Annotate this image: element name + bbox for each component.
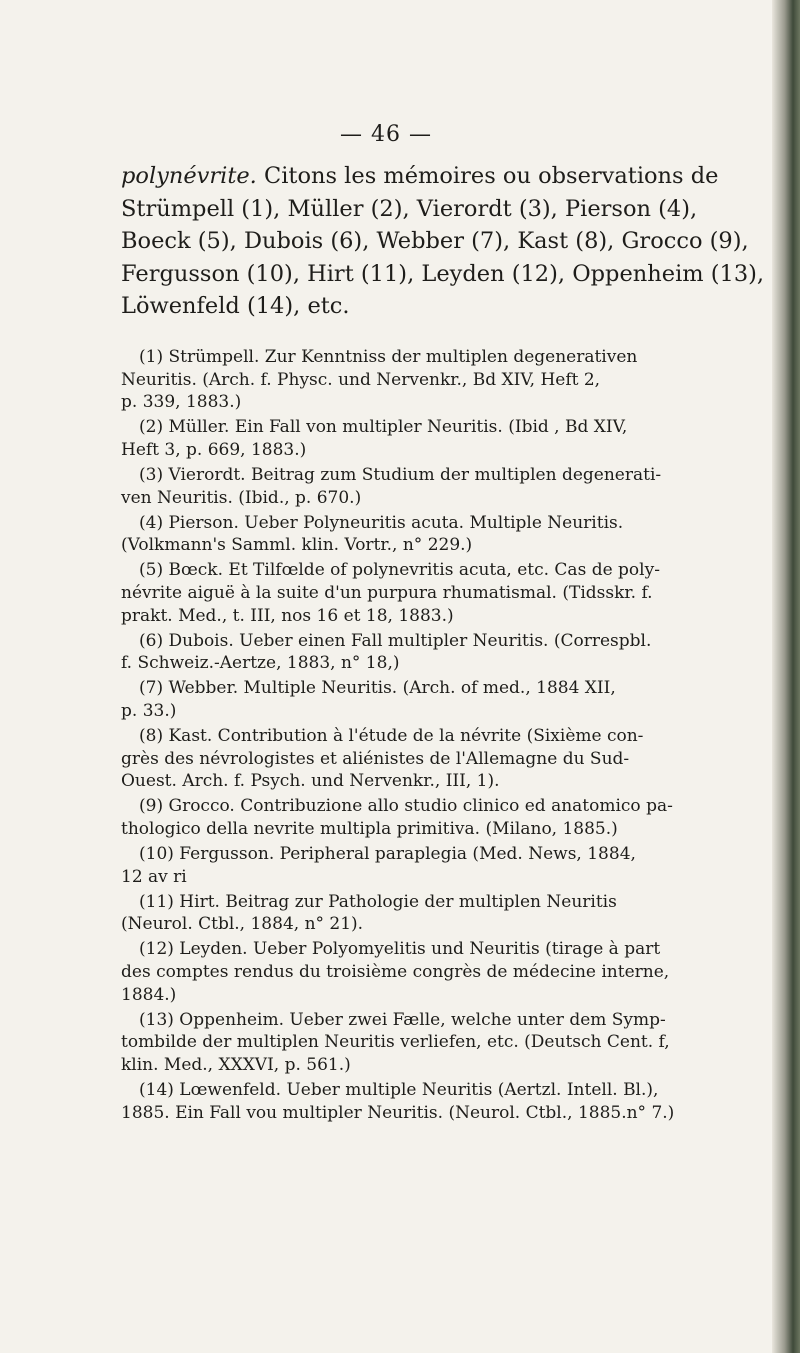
footnote-line: 1885. Ein Fall vou multipler Neuritis. (Neurol. Ctbl., 1885.n° 7.) bbox=[121, 1102, 675, 1123]
footnote-line: (10) Fergusson. Peripheral paraplegia (Med. News, 1884, bbox=[139, 843, 636, 864]
paragraph-line: Boeck (5), Dubois (6), Webber (7), Kast (8), Grocco (9), bbox=[121, 228, 749, 254]
footnote-line: p. 339, 1883.) bbox=[121, 392, 242, 413]
footnote bbox=[121, 891, 751, 936]
footnote-line: ven Neuritis. (Ibid., p. 670.) bbox=[121, 487, 362, 508]
footnote bbox=[121, 464, 751, 509]
footnote bbox=[121, 512, 751, 557]
lead-word: polynévrite. bbox=[121, 163, 257, 189]
page-number: — 46 — bbox=[340, 122, 432, 147]
footnote bbox=[121, 346, 751, 414]
footnote bbox=[121, 1079, 751, 1124]
footnote-line: névrite aiguë à la suite d'un purpura rhumatismal. (Tidsskr. f. bbox=[121, 582, 653, 603]
footnote-line: klin. Med., XXXVI, p. 561.) bbox=[121, 1054, 351, 1075]
footnote-line: (9) Grocco. Contribuzione allo studio clinico ed anatomico pa- bbox=[139, 796, 673, 817]
binding-edge bbox=[772, 0, 800, 1353]
footnote-line: (12) Leyden. Ueber Polyomyelitis und Neuritis (tirage à part bbox=[139, 939, 661, 960]
footnotes bbox=[121, 346, 751, 1127]
footnote-line: (6) Dubois. Ueber einen Fall multipler Neuritis. (Correspbl. bbox=[139, 630, 652, 651]
footnote-line: f. Schweiz.-Aertze, 1883, n° 18,) bbox=[121, 653, 400, 674]
footnote-line: prakt. Med., t. III, nos 16 et 18, 1883.) bbox=[121, 605, 454, 626]
footnote-line: Neuritis. (Arch. f. Physc. und Nervenkr., Bd XIV, Heft 2, bbox=[121, 369, 601, 390]
footnote bbox=[121, 559, 751, 627]
footnote-line: (2) Müller. Ein Fall von multipler Neuritis. (Ibid , Bd XIV, bbox=[139, 417, 628, 438]
footnote-line: des comptes rendus du troisième congrès de médecine interne, bbox=[121, 961, 670, 982]
footnote-line: (7) Webber. Multiple Neuritis. (Arch. of med., 1884 XII, bbox=[139, 678, 616, 699]
footnote-line: (Volkmann's Samml. klin. Vortr., n° 229.) bbox=[121, 535, 473, 556]
footnote-line: Ouest. Arch. f. Psych. und Nervenkr., III, 1). bbox=[121, 771, 500, 792]
footnote-line: (3) Vierordt. Beitrag zum Studium der multiplen degenerati- bbox=[139, 464, 662, 485]
paragraph-line: Löwenfeld (14), etc. bbox=[121, 293, 350, 319]
footnote bbox=[121, 677, 751, 722]
paragraph-line-text: Citons les mémoires ou observations de bbox=[256, 163, 719, 189]
paragraph-line: Strümpell (1), Müller (2), Vierordt (3), Pierson (4), bbox=[121, 195, 698, 222]
paragraph-line bbox=[121, 160, 747, 193]
footnote-line: (14) Lœwenfeld. Ueber multiple Neuritis (Aertzl. Intell. Bl.), bbox=[139, 1079, 659, 1100]
paragraph-line: Fergusson (10), Hirt (11), Leyden (12), Oppenheim (13), bbox=[121, 260, 765, 287]
footnote bbox=[121, 843, 751, 888]
footnote-line: (13) Oppenheim. Ueber zwei Fælle, welche unter dem Symp- bbox=[139, 1009, 666, 1030]
footnote-line: (Neurol. Ctbl., 1884, n° 21). bbox=[121, 914, 364, 935]
footnote-line: grès des névrologistes et aliénistes de l'Allemagne du Sud- bbox=[121, 748, 630, 769]
footnote-line: 1884.) bbox=[121, 984, 177, 1005]
footnote-line: (5) Bœck. Et Tilfœlde of polynevritis acuta, etc. Cas de poly- bbox=[139, 560, 660, 581]
footnote bbox=[121, 938, 751, 1006]
footnote-line: (4) Pierson. Ueber Polyneuritis acuta. Multiple Neuritis. bbox=[139, 512, 624, 533]
footnote-line: tombilde der multiplen Neuritis verliefen, etc. (Deutsch Cent. f, bbox=[121, 1032, 670, 1053]
footnote bbox=[121, 630, 751, 675]
main-paragraph bbox=[121, 160, 765, 323]
footnote-line: (11) Hirt. Beitrag zur Pathologie der multiplen Neuritis bbox=[139, 891, 617, 912]
footnote bbox=[121, 795, 751, 840]
footnote-line: p. 33.) bbox=[121, 700, 177, 721]
footnote bbox=[121, 1009, 751, 1077]
footnote-line: 12 av ri bbox=[121, 866, 187, 887]
footnote bbox=[121, 725, 751, 793]
footnote-line: (8) Kast. Contribution à l'étude de la névrite (Sixième con- bbox=[139, 726, 644, 746]
footnote-line: Heft 3, p. 669, 1883.) bbox=[121, 439, 307, 460]
footnote-line: (1) Strümpell. Zur Kenntniss der multiplen degenerativen bbox=[139, 347, 638, 367]
footnote bbox=[121, 416, 751, 461]
footnote-line: thologico della nevrite multipla primitiva. (Milano, 1885.) bbox=[121, 818, 618, 839]
